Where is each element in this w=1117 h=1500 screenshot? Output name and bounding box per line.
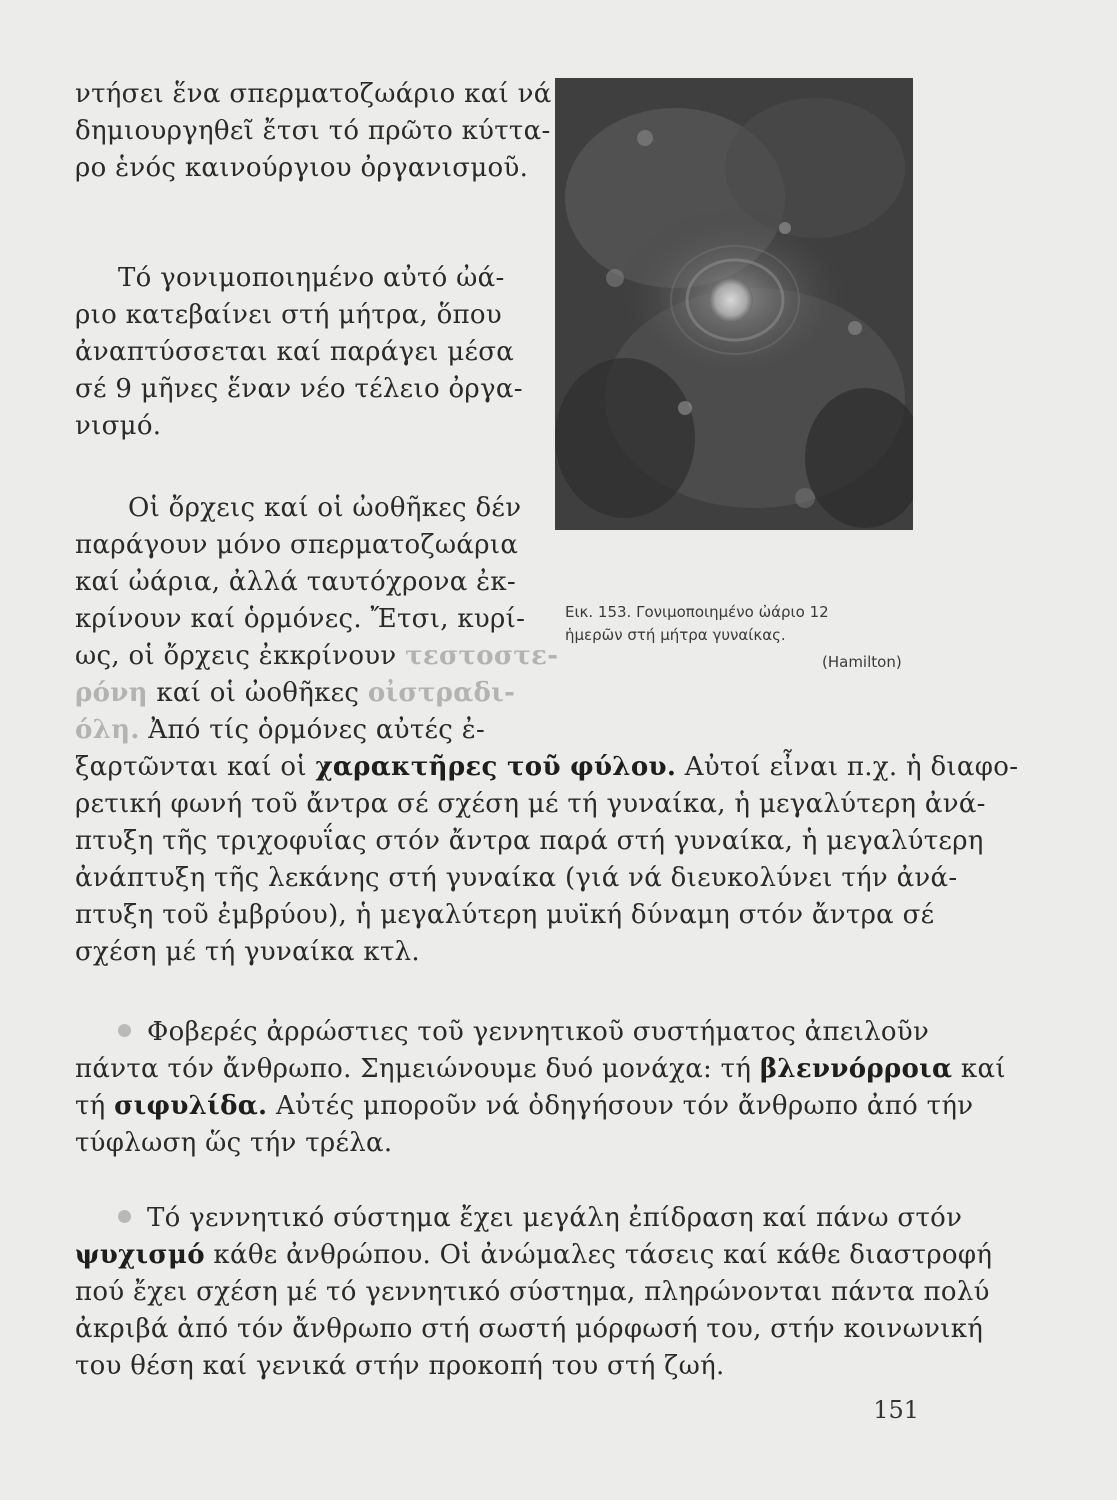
text-line: πού ἔχει σχέση μέ τό γεννητικό σύστημα, πληρώνονται πάντα πολύ <box>75 1277 990 1307</box>
text-line: τύφλωση ὥς τήν τρέλα. <box>75 1128 393 1158</box>
term-gonorrhea: βλεννόρροια <box>759 1054 953 1084</box>
term-sex-characteristics: χαρακτῆρες τοῦ φύλου. <box>315 752 677 782</box>
term-testosterone-end: ρόνη <box>75 678 148 708</box>
text-line <box>118 1014 929 1050</box>
fertilized-ovum-photo <box>555 78 913 530</box>
text-line: ἀκριβά ἀπό τόν ἄνθρωπο στή σωστή μόρφωσή του, στήν κοινωνική <box>75 1314 984 1344</box>
text-span: Αὐτές μποροῦν νά ὁδηγήσουν τόν ἄνθρωπο ἀπό τήν <box>267 1091 974 1121</box>
text-line: ἀναπτύσσεται καί παράγει μέσα <box>75 337 515 367</box>
text-span: τή <box>75 1091 115 1121</box>
term-syphilis: σιφυλίδα. <box>114 1091 268 1121</box>
figure-credit: (Hamilton) <box>822 653 902 671</box>
text-span: πάντα τόν ἄνθρωπο. Σημειώνουμε δυό μονάχα: τή <box>75 1054 760 1084</box>
text-line: ντήσει ἕνα σπερματοζωάριο καί νά <box>75 79 552 109</box>
text-span: καί <box>952 1054 1006 1084</box>
bullet-icon <box>118 1024 131 1037</box>
bullet-icon <box>118 1210 131 1223</box>
text-span: Φοβερές ἀρρώστιες τοῦ γεννητικοῦ συστήματος ἀπειλοῦν <box>147 1017 930 1047</box>
text-line: δημιουργηθεῖ ἔτσι τό πρῶτο κύττα- <box>75 116 551 146</box>
text-line <box>75 1051 1006 1087</box>
page-number: 151 <box>873 1396 919 1424</box>
text-line <box>75 638 558 674</box>
text-line <box>75 749 1018 785</box>
text-line <box>75 1088 973 1124</box>
text-span: ως, οἱ ὄρχεις ἐκκρίνουν <box>75 641 406 671</box>
text-line <box>75 712 485 748</box>
text-span: ξαρτῶνται καί οἱ <box>75 752 316 782</box>
text-span: Ἀπό τίς ὁρμόνες αὐτές ἐ- <box>139 715 486 745</box>
text-line: ἀνάπτυξη τῆς λεκάνης στή γυναίκα (γιά νά διευκολύνει τήν ἀνά- <box>75 863 958 893</box>
micrograph-image <box>555 78 913 530</box>
text-line: πτυξη τῆς τριχοφυΐας στόν ἄντρα παρά στή γυναίκα, ἡ μεγαλύτερη <box>75 826 984 856</box>
text-line: σχέση μέ τή γυναίκα κτλ. <box>75 937 420 967</box>
text-line: ριο κατεβαίνει στή μήτρα, ὅπου <box>75 300 502 330</box>
text-line: σέ 9 μῆνες ἕναν νέο τέλειο ὀργα- <box>75 374 523 404</box>
figure-caption: Εικ. 153. Γονιμοποιημένο ὠάριο 12 <box>565 603 829 621</box>
text-line <box>118 1200 962 1236</box>
text-span: καί οἱ ὠοθῆκες <box>147 678 368 708</box>
text-line <box>75 675 515 711</box>
text-line: πτυξη τοῦ ἐμβρύου), ἡ μεγαλύτερη μυϊκή δύναμη στόν ἄντρα σέ <box>75 900 935 930</box>
text-span: κάθε ἀνθρώπου. Οἱ ἀνώμαλες τάσεις καί κάθε διαστροφή <box>204 1240 993 1270</box>
text-span: Τό γεννητικό σύστημα ἔχει μεγάλη ἐπίδραση καί πάνω στόν <box>147 1203 963 1233</box>
term-testosterone: τεστοστε- <box>405 641 559 671</box>
term-estradiol: οἰστραδι- <box>367 678 516 708</box>
text-line: καί ὠάρια, ἀλλά ταυτόχρονα ἐκ- <box>75 567 517 597</box>
figure-caption: ἡμερῶν στή μήτρα γυναίκας. <box>565 626 786 644</box>
text-line: ρετική φωνή τοῦ ἄντρα σέ σχέση μέ τή γυναίκα, ἡ μεγαλύτερη ἀνά- <box>75 789 986 819</box>
text-line: νισμό. <box>75 411 162 441</box>
text-line: του θέση καί γενικά στήν προκοπή του στή ζωή. <box>75 1351 725 1381</box>
text-line: ρο ἑνός καινούργιου ὀργανισμοῦ. <box>75 153 529 183</box>
text-line: παράγουν μόνο σπερματοζωάρια <box>75 530 519 560</box>
text-span: Αὐτοί εἶναι π.χ. ἡ διαφο- <box>676 752 1019 782</box>
text-line <box>75 1237 992 1273</box>
text-line: Οἱ ὄρχεις καί οἱ ὠοθῆκες δέν <box>128 493 522 523</box>
text-line: Τό γονιμοποιημένο αὐτό ὠά- <box>118 263 505 293</box>
term-psyche: ψυχισμό <box>75 1240 205 1270</box>
term-estradiol-end: όλη. <box>75 715 140 745</box>
text-line: κρίνουν καί ὁρμόνες. Ἔτσι, κυρί- <box>75 604 526 634</box>
